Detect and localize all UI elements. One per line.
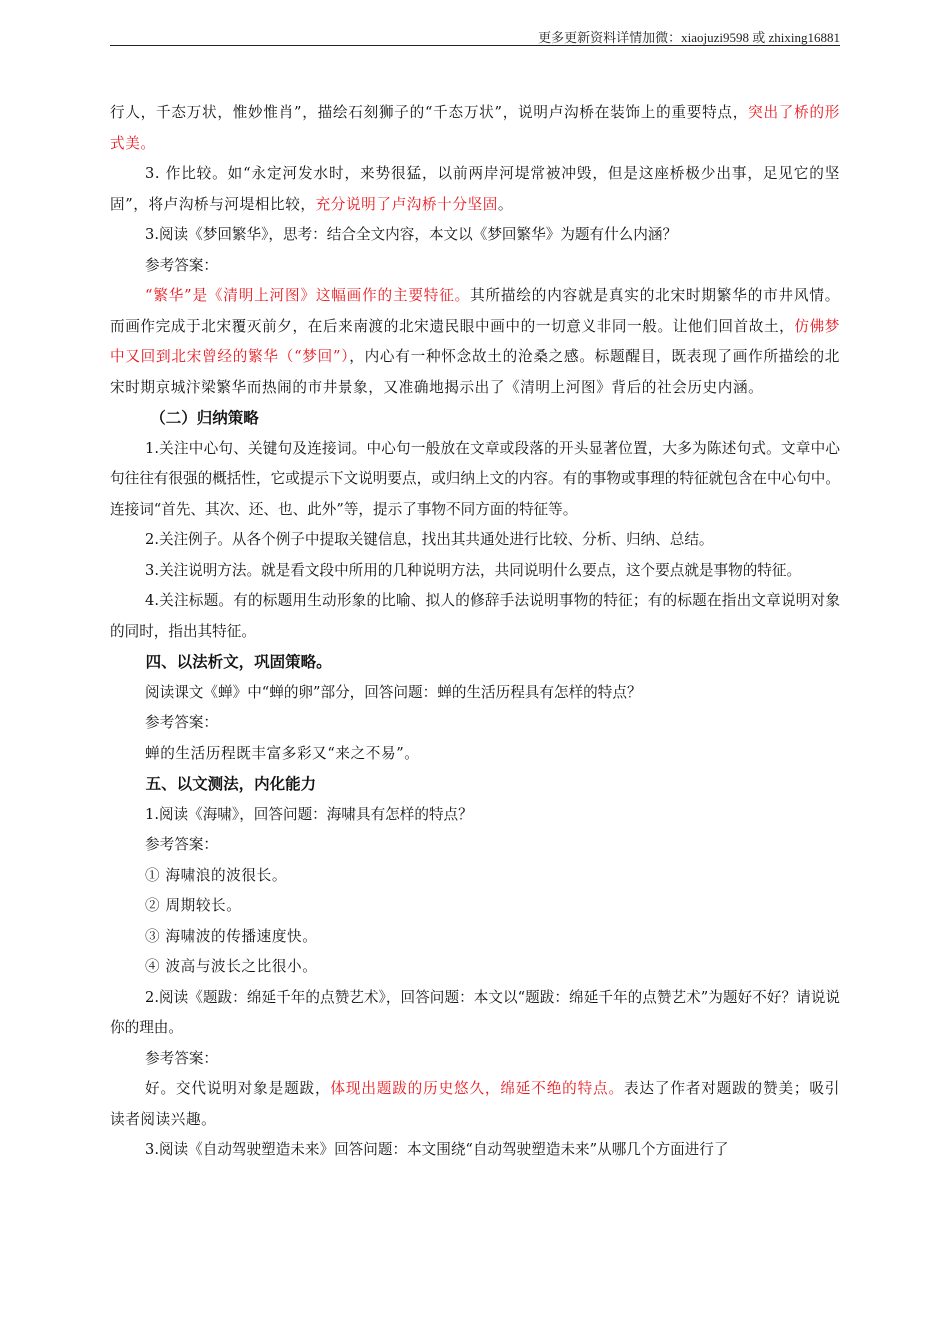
reference-answer-label: 参考答案： [145,836,219,853]
highlight-answer: 仿佛梦中又回到北宋曾经的繁华（“梦回”） [110,317,840,365]
reference-answer-label: 参考答案： [145,256,219,274]
reference-answer-label: 参考答案： [145,1049,219,1067]
question-chan: 阅读课文《蝉》中“蝉的卵”部分，回答问题：蝉的生活历程具有怎样的特点？ [145,683,642,701]
answer-list-item: ② 周期较长。 [145,897,242,914]
header-note: 更多更新资料详情加微：xiaojuzi9598 或 zhixing16881 [538,30,840,45]
answer-meng-hui-fan-hua [110,281,840,403]
strategy-item-2: 2.关注例子。从各个例子中提取关键信息，找出其共通处进行比较、分析、归纳、总结。 [145,531,714,548]
header-divider [110,45,840,46]
question-ti-ba: 2.阅读《题跋：绵延千年的点赞艺术》，回答问题：本文以“题跋：绵延千年的点赞艺术”为题好不好？请说说你的理由。 [110,988,840,1036]
paragraph-continued [110,98,840,159]
highlight-answer: 体现出题跋的历史悠久，绵延不绝的特点。 [330,1080,624,1097]
question-auto-driving: 3.阅读《自动驾驶塑造未来》回答问题：本文围绕“自动驾驶塑造未来”从哪几个方面进行了 [145,1141,729,1158]
heading-section-5: 五、以文测法，内化能力 [145,775,317,793]
highlight-answer: “繁华”是《清明上河图》这幅画作的主要特征。 [145,287,471,304]
heading-section-4: 四、以法析文，巩固策略。 [145,653,332,671]
answer-ti-ba [110,1074,840,1135]
paragraph-text: 。 [497,195,514,213]
paragraph-text: 行人，千态万状，惟妙惟肖”，描绘石刻狮子的“千态万状”，说明卢沟桥在装饰上的重要特点， [110,104,749,121]
question-meng-hui-fan-hua: 3.阅读《梦回繁华》，思考：结合全文内容，本文以《梦回繁华》为题有什么内涵？ [145,226,678,243]
paragraph-text: ，内心有一种怀念故土的沧桑之感。标题醒目，既表现了画作所描绘的北宋时期京城汴梁繁华而热闹的市井景象，又准确地揭示出了《清明上河图》背后的社会历史内涵。 [110,348,840,396]
answer-list-item: ③ 海啸波的传播速度快。 [145,927,318,945]
answer-chan: 蝉的生活历程既丰富多彩又“来之不易”。 [145,744,420,762]
paragraph-text: 好。交代说明对象是题跋， [145,1080,331,1097]
paragraph-comparison [110,159,840,220]
highlight-answer: 充分说明了卢沟桥十分坚固 [315,195,498,213]
strategy-item-1: 1.关注中心句、关键句及连接词。中心句一般放在文章或段落的开头显著位置，大多为陈述句式。文章中心句往往有很强的概括性，它或提示下文说明要点，或归纳上文的内容。有的事物或事理的特征就包含在中心句中。连接词“首先、其次、还、也、此外”等，提示了事物不同方面的特征等。 [110,439,840,518]
reference-answer-label: 参考答案： [145,714,219,731]
question-hai-xiao: 1.阅读《海啸》，回答问题：海啸具有怎样的特点？ [145,805,473,823]
answer-list-item: ① 海啸浪的波很长。 [145,866,288,884]
document-body [110,98,840,1166]
highlight-answer: 突出了桥的形式美。 [110,104,840,152]
strategy-item-3: 3.关注说明方法。就是看文段中所用的几种说明方法，共同说明什么要点，这个要点就是事物的特征。 [145,561,802,579]
answer-list-item: ④ 波高与波长之比很小。 [145,958,318,975]
heading-strategy: （二）归纳策略 [150,409,259,427]
paragraph-text: 表达了作者对题跋的赞美；吸引读者阅读兴趣。 [110,1080,841,1128]
paragraph-text: 其所描绘的内容就是真实的北宋时期繁华的市井风情。而画作完成于北宋覆灭前夕，在后来南渡的北宋遗民眼中画中的一切意义非同一般。让他们回首故土， [110,287,841,335]
paragraph-text: 3. 作比较。如“永定河发水时，来势很猛，以前两岸河堤常被冲毁，但是这座桥极少出事，足见它的坚固”，将卢沟桥与河堤相比较， [110,165,840,213]
strategy-item-4: 4.关注标题。有的标题用生动形象的比喻、拟人的修辞手法说明事物的特征；有的标题在指出文章说明对象的同时，指出其特征。 [110,592,840,640]
